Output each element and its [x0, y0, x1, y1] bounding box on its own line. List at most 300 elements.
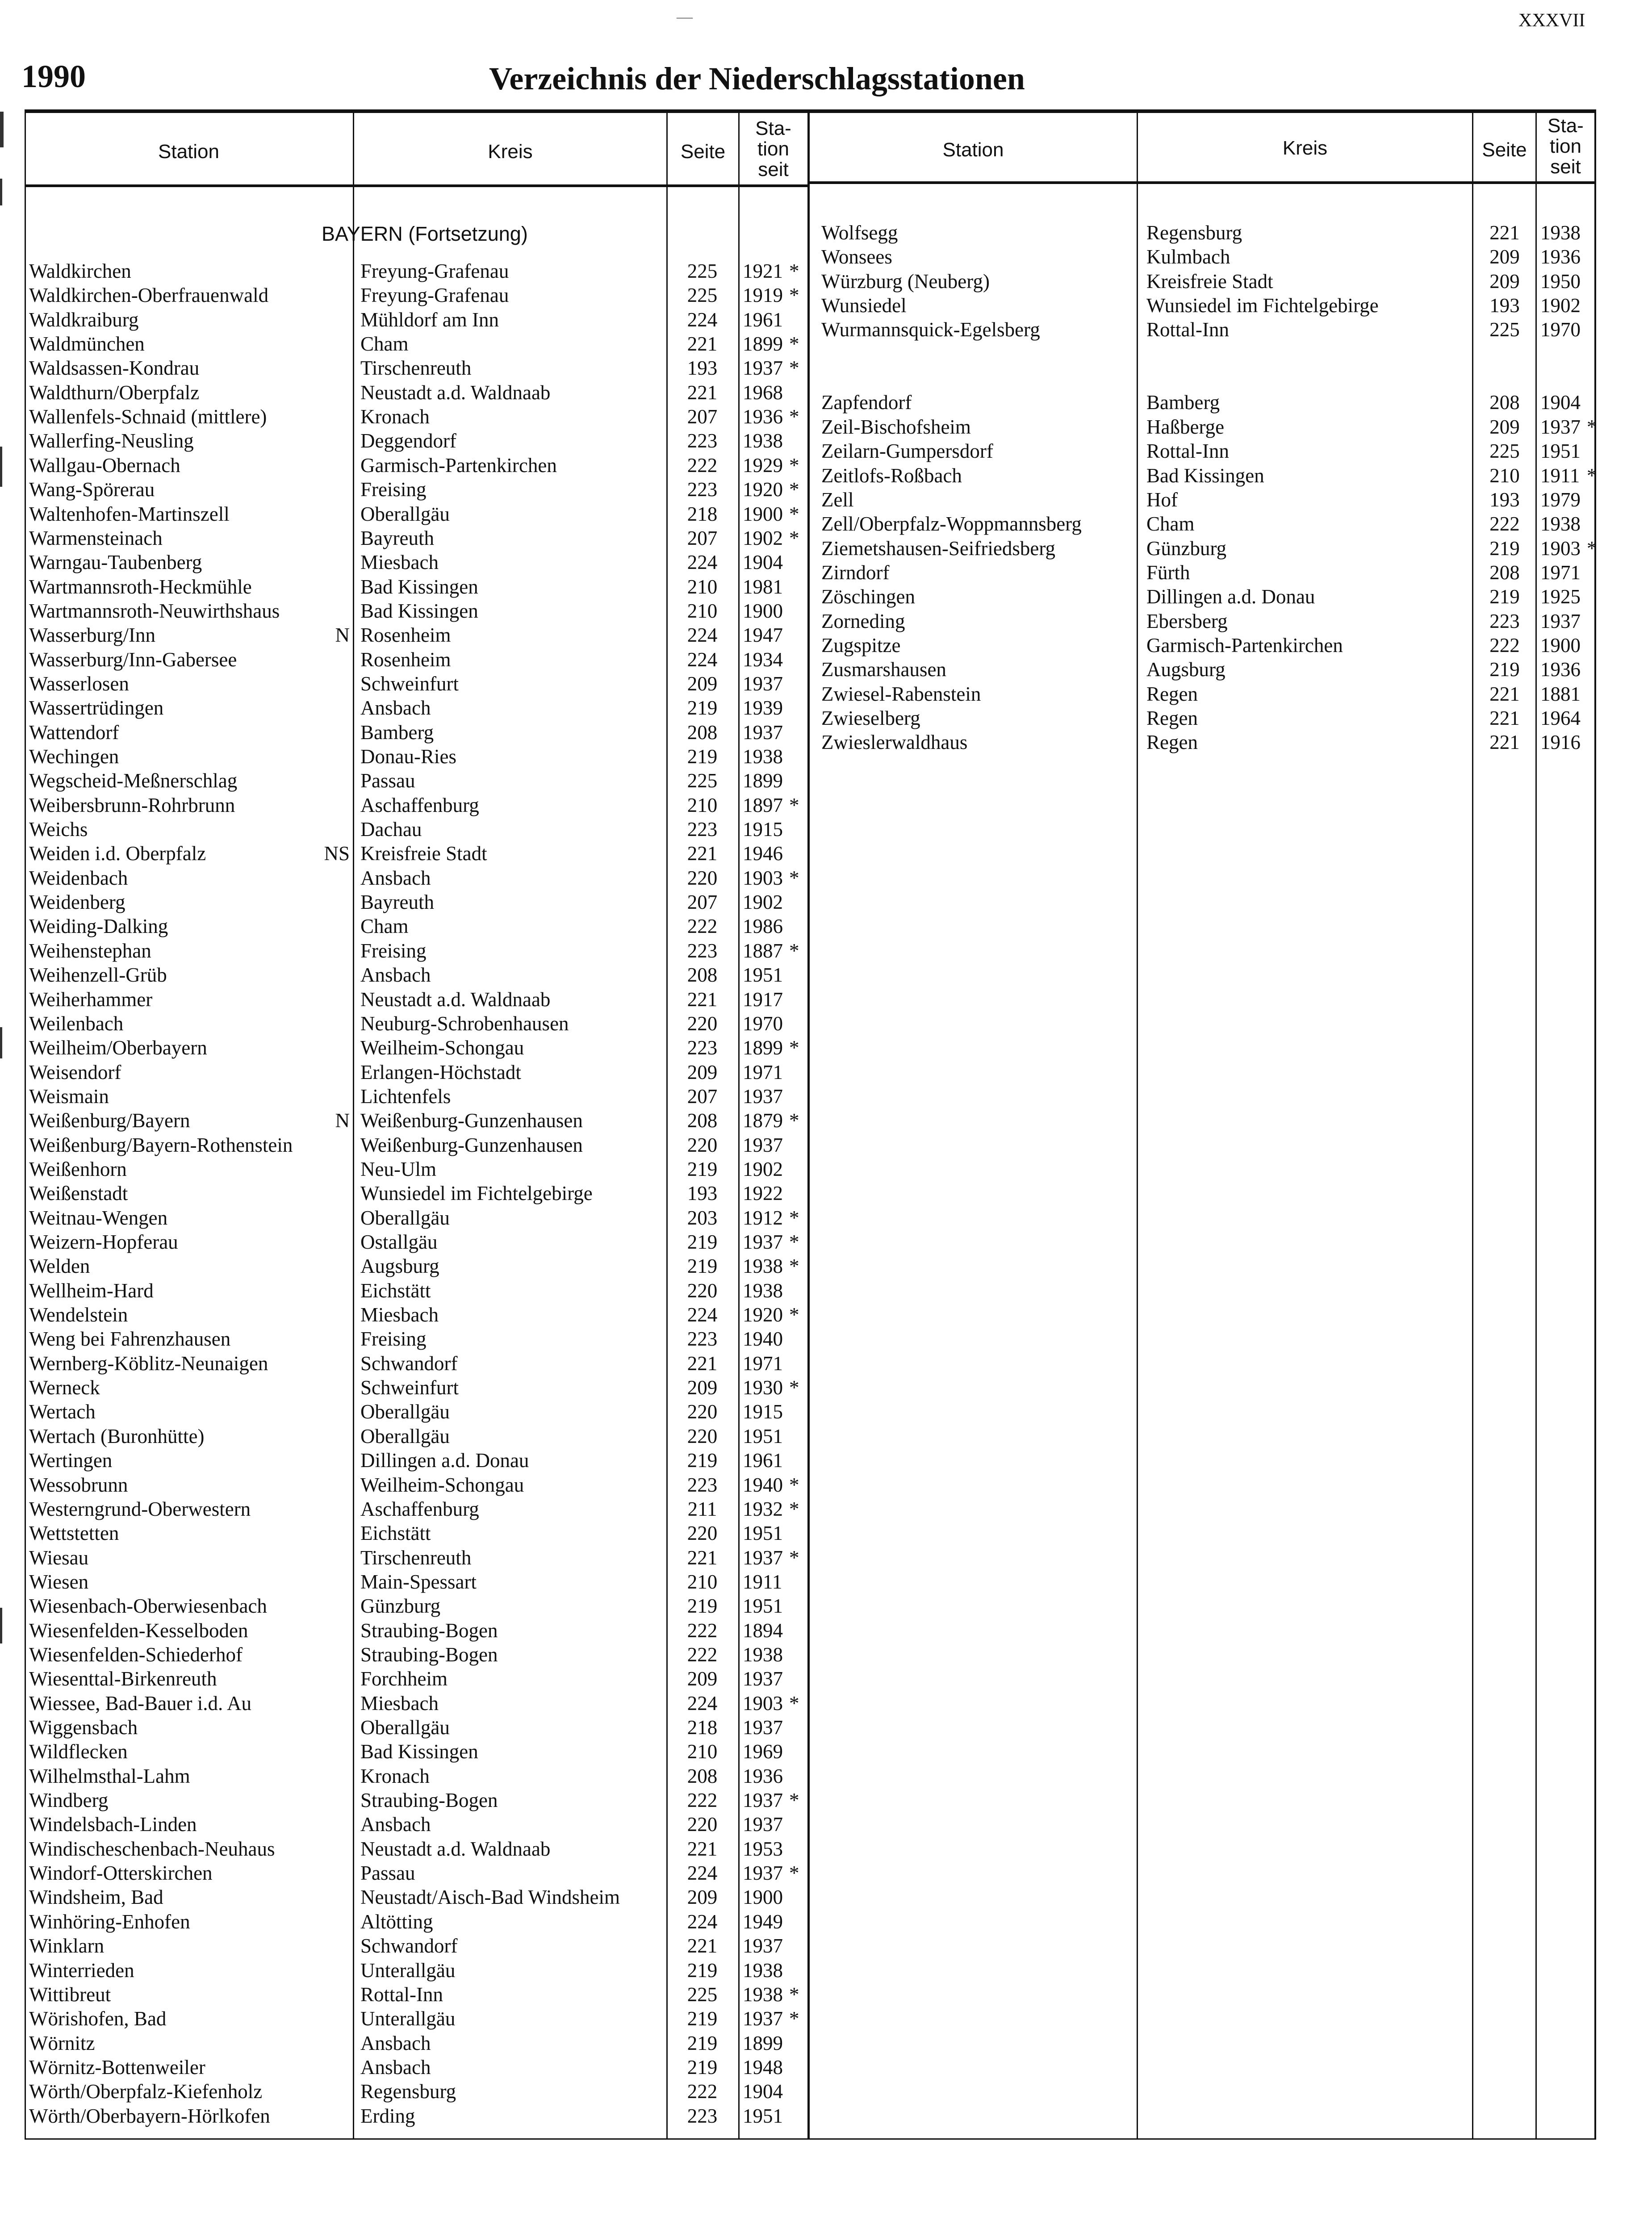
star-marker: * — [789, 1037, 799, 1059]
station-name: Wörishofen, Bad — [29, 2007, 167, 2030]
station-name: Winhöring-Enhofen — [29, 1910, 190, 1933]
seite-number: 223 — [687, 1473, 718, 1496]
table-row — [809, 706, 1594, 730]
seite-number: 220 — [687, 1813, 718, 1836]
seite-number: 210 — [687, 575, 718, 598]
star-marker: * — [789, 1109, 799, 1132]
star-marker: * — [789, 527, 799, 549]
kreis-name: Neu-Ulm — [360, 1158, 436, 1180]
station-name: Wasserburg/Inn — [29, 624, 155, 647]
station-name: Wellheim-Hard — [29, 1279, 154, 1302]
station-name: Weiden i.d. Oberpfalz — [29, 842, 206, 865]
station-name: Windischeschenbach-Neuhaus — [29, 1837, 275, 1860]
station-seit-year: 1961 — [743, 308, 783, 331]
seite-number: 218 — [687, 502, 718, 525]
table-row — [25, 1812, 809, 1836]
station-seit-year: 1939 — [743, 697, 783, 719]
kreis-name: Straubing-Bogen — [360, 1789, 498, 1812]
station-seit-year: 1971 — [743, 1061, 783, 1083]
seite-number: 220 — [687, 866, 718, 889]
left-margin-mark — [0, 112, 4, 147]
seite-number: 207 — [687, 406, 718, 428]
station-name: Zugspitze — [821, 634, 901, 657]
kreis-name: Rottal-Inn — [360, 1983, 443, 2006]
seite-number: 223 — [687, 939, 718, 962]
kreis-name: Freising — [360, 478, 427, 501]
table-row — [25, 1133, 809, 1157]
station-seit-year: 1938 — [743, 1983, 783, 2006]
kreis-name: Freyung-Grafenau — [360, 284, 509, 307]
header-seite-right: Seite — [1482, 139, 1527, 161]
station-name: Weiherhammer — [29, 988, 153, 1011]
seite-number: 209 — [1489, 270, 1520, 293]
table-row — [25, 1885, 809, 1909]
station-name: Wasserburg/Inn-Gabersee — [29, 648, 237, 671]
kreis-name: Bad Kissingen — [360, 575, 478, 598]
kreis-name: Augsburg — [360, 1255, 439, 1278]
station-name: Winklarn — [29, 1935, 105, 1957]
table-row — [25, 1327, 809, 1351]
station-name: Wasserlosen — [29, 672, 129, 695]
table-row — [809, 682, 1594, 706]
station-name: Wiesen — [29, 1570, 89, 1593]
station-name: Zell — [821, 488, 854, 511]
seite-number: 221 — [687, 1837, 718, 1860]
table-row — [809, 488, 1594, 512]
station-seit-year: 1970 — [743, 1012, 783, 1035]
seite-number: 221 — [687, 1352, 718, 1375]
star-marker: * — [789, 406, 799, 428]
station-name: Zwieslerwaldhaus — [821, 731, 968, 754]
seite-number: 223 — [687, 478, 718, 501]
seite-number: 219 — [1489, 537, 1520, 560]
kreis-name: Kreisfreie Stadt — [1146, 270, 1273, 293]
kreis-name: Ansbach — [360, 964, 431, 987]
table-row — [25, 623, 809, 647]
section-heading: BAYERN (Fortsetzung) — [322, 222, 528, 245]
station-name: Zöschingen — [821, 585, 915, 608]
seite-number: 222 — [687, 1619, 718, 1642]
seite-number: 219 — [687, 1959, 718, 1982]
station-name: Wiggensbach — [29, 1716, 138, 1739]
station-seit-year: 1969 — [743, 1740, 783, 1763]
seite-number: 219 — [687, 1158, 718, 1180]
star-marker: * — [789, 1206, 799, 1229]
table-row — [25, 2104, 809, 2128]
seite-number: 221 — [687, 333, 718, 355]
station-seit-year: 1897 — [743, 794, 783, 816]
kreis-name: Eichstätt — [360, 1522, 431, 1545]
station-name: Waldmünchen — [29, 333, 145, 355]
seite-number: 220 — [687, 1012, 718, 1035]
seite-number: 222 — [687, 2080, 718, 2103]
station-seit-year: 1936 — [1540, 658, 1581, 681]
station-seit-year: 1937 — [743, 357, 783, 380]
seite-number: 225 — [1489, 318, 1520, 341]
kreis-name: Ansbach — [360, 866, 431, 889]
kreis-name: Weilheim-Schongau — [360, 1037, 524, 1059]
station-name: Wiesenttal-Birkenreuth — [29, 1668, 217, 1690]
station-name: Weihenstephan — [29, 939, 151, 962]
kreis-name: Ansbach — [360, 1813, 431, 1836]
star-marker: * — [789, 1497, 799, 1520]
seite-number: 208 — [687, 1765, 718, 1787]
kreis-name: Cham — [360, 333, 409, 355]
station-seit-year: 1951 — [743, 964, 783, 987]
station-seit-year: 1903 — [743, 866, 783, 889]
station-name: Weibersbrunn-Rohrbrunn — [29, 794, 235, 816]
station-name: Zeilarn-Gumpersdorf — [821, 440, 993, 463]
station-seit-year: 1919 — [743, 284, 783, 307]
kreis-name: Straubing-Bogen — [360, 1619, 498, 1642]
header-kreis: Kreis — [488, 141, 533, 163]
station-seit-year: 1949 — [743, 1910, 783, 1933]
kreis-name: Freising — [360, 1328, 427, 1351]
table-row — [25, 2007, 809, 2031]
star-marker: * — [789, 2007, 799, 2030]
seite-number: 225 — [687, 1983, 718, 2006]
station-seit-year: 1920 — [743, 478, 783, 501]
seite-number: 221 — [1489, 707, 1520, 729]
station-seit-year: 1938 — [743, 1255, 783, 1278]
star-marker: * — [789, 1473, 799, 1496]
station-seit-year: 1986 — [743, 915, 783, 938]
star-marker: * — [789, 939, 799, 962]
header-seit-line: seit — [758, 159, 789, 180]
station-name: Wiesenbach-Oberwiesenbach — [29, 1595, 267, 1618]
kreis-name: Garmisch-Partenkirchen — [1146, 634, 1343, 657]
star-marker: * — [789, 794, 799, 816]
kreis-name: Weilheim-Schongau — [360, 1473, 524, 1496]
station-name: Westerngrund-Oberwestern — [29, 1497, 251, 1520]
station-seit-year: 1920 — [743, 1304, 783, 1326]
kreis-name: Lichtenfels — [360, 1085, 451, 1108]
station-seit-year: 1903 — [1540, 537, 1581, 560]
station-name: Wildflecken — [29, 1740, 128, 1763]
kreis-name: Tirschenreuth — [360, 1546, 472, 1569]
table-row — [809, 269, 1594, 293]
seite-number: 223 — [687, 430, 718, 452]
station-seit-year: 1902 — [1540, 294, 1581, 317]
station-seit-year: 1912 — [743, 1206, 783, 1229]
station-name: Waltenhofen-Martinszell — [29, 502, 230, 525]
station-seit-year: 1899 — [743, 2032, 783, 2054]
table-row — [25, 963, 809, 987]
kreis-name: Oberallgäu — [360, 1425, 450, 1447]
seite-number: 219 — [687, 1231, 718, 1253]
seite-number: 220 — [687, 1401, 718, 1423]
seite-number: 224 — [687, 648, 718, 671]
table-row — [25, 1643, 809, 1667]
station-name: Wonsees — [821, 246, 892, 268]
station-seit-year: 1937 — [743, 1862, 783, 1885]
seite-number: 225 — [687, 284, 718, 307]
table-row — [809, 730, 1594, 754]
star-marker: * — [1587, 537, 1597, 560]
station-seit-year: 1970 — [1540, 318, 1581, 341]
seite-number: 221 — [687, 1546, 718, 1569]
kreis-name: Oberallgäu — [360, 1716, 450, 1739]
table-row — [25, 939, 809, 963]
station-name: Wartmannsroth-Neuwirthshaus — [29, 599, 280, 622]
table-row — [25, 744, 809, 769]
kreis-name: Dillingen a.d. Donau — [1146, 585, 1315, 608]
station-name: Wilhelmsthal-Lahm — [29, 1765, 190, 1787]
station-name: Weißenhorn — [29, 1158, 127, 1180]
station-seit-year: 1948 — [743, 2056, 783, 2078]
station-seit-year: 1936 — [1540, 246, 1581, 268]
station-seit-year: 1937 — [743, 721, 783, 744]
station-seit-year: 1934 — [743, 648, 783, 671]
station-name: Wörth/Oberpfalz-Kiefenholz — [29, 2080, 263, 2103]
table-row — [25, 1618, 809, 1643]
table-row — [25, 1788, 809, 1812]
kreis-name: Neuburg-Schrobenhausen — [360, 1012, 569, 1035]
table-row — [25, 356, 809, 380]
header-seit-line: Sta- — [1547, 115, 1584, 137]
table-row — [809, 512, 1594, 536]
table-row — [25, 1206, 809, 1230]
seite-number: 221 — [687, 842, 718, 865]
seite-number: 223 — [1489, 610, 1520, 632]
kreis-name: Garmisch-Partenkirchen — [360, 454, 557, 477]
station-name: Warngau-Taubenberg — [29, 551, 202, 574]
table-row — [25, 1303, 809, 1327]
kreis-name: Ansbach — [360, 697, 431, 719]
kreis-name: Regen — [1146, 707, 1198, 729]
header-seit-line: tion — [1550, 135, 1581, 157]
station-name: Wunsiedel — [821, 294, 907, 317]
seite-number: 208 — [687, 1109, 718, 1132]
station-seit-year: 1951 — [1540, 440, 1581, 463]
kreis-name: Bad Kissingen — [360, 1740, 478, 1763]
kreis-name: Neustadt a.d. Waldnaab — [360, 988, 551, 1011]
station-name: Wettstetten — [29, 1522, 119, 1545]
seite-number: 210 — [687, 599, 718, 622]
seite-number: 221 — [1489, 731, 1520, 754]
page-title: Verzeichnis der Niederschlagsstationen — [489, 61, 1025, 96]
table-row — [25, 1910, 809, 1934]
kreis-name: Hof — [1146, 488, 1178, 511]
station-seit-year: 1881 — [1540, 682, 1581, 705]
station-seit-year: 1981 — [743, 575, 783, 598]
station-name: Weiding-Dalking — [29, 915, 168, 938]
station-seit-year: 1900 — [743, 502, 783, 525]
seite-number: 221 — [687, 988, 718, 1011]
kreis-name: Freising — [360, 939, 427, 962]
station-seit-year: 1937 — [743, 1813, 783, 1836]
station-seit-year: 1902 — [743, 527, 783, 549]
station-seit-year: 1887 — [743, 939, 783, 962]
seite-number: 220 — [687, 1279, 718, 1302]
station-seit-year: 1930 — [743, 1376, 783, 1399]
header-seit-line: Sta- — [755, 117, 791, 139]
table-row — [25, 429, 809, 453]
station-name: Wechingen — [29, 745, 119, 768]
station-name: Weidenbach — [29, 866, 128, 889]
station-name: Weizern-Hopferau — [29, 1231, 178, 1253]
station-name: Wiesenfelden-Schiederhof — [29, 1643, 243, 1666]
seite-number: 208 — [1489, 561, 1520, 584]
table-row — [25, 1181, 809, 1205]
header-seit-right — [1537, 116, 1594, 177]
station-seit-year: 1911 — [743, 1570, 782, 1593]
table-row — [809, 657, 1594, 682]
seite-number: 210 — [687, 794, 718, 816]
kreis-name: Kronach — [360, 406, 430, 428]
station-seit-year: 1894 — [743, 1619, 783, 1642]
table-row — [25, 502, 809, 526]
table-row — [25, 1837, 809, 1861]
seite-number: 209 — [687, 1886, 718, 1909]
station-seit-year: 1979 — [1540, 488, 1581, 511]
star-marker: * — [1587, 415, 1597, 438]
station-name: Weißenstadt — [29, 1182, 128, 1205]
kreis-name: Dachau — [360, 818, 422, 841]
kreis-name: Bad Kissingen — [1146, 464, 1264, 487]
station-seit-year: 1940 — [743, 1328, 783, 1351]
kreis-name: Main-Spessart — [360, 1570, 477, 1593]
station-name: Zwieselberg — [821, 707, 920, 729]
kreis-name: Weißenburg-Gunzenhausen — [360, 1109, 583, 1132]
station-seit-year: 1938 — [743, 430, 783, 452]
kreis-name: Unterallgäu — [360, 1959, 456, 1982]
kreis-name: Forchheim — [360, 1668, 448, 1690]
table-row — [809, 536, 1597, 560]
header-rule-left — [25, 184, 809, 187]
star-marker: * — [789, 478, 799, 501]
seite-number: 219 — [687, 2032, 718, 2054]
seite-number: 222 — [687, 1789, 718, 1812]
table-row — [25, 841, 809, 866]
station-seit-year: 1937 — [743, 1789, 783, 1812]
seite-number: 208 — [687, 721, 718, 744]
table-row — [25, 817, 809, 841]
kreis-name: Kronach — [360, 1765, 430, 1787]
station-seit-year: 1922 — [743, 1182, 783, 1205]
table-row — [25, 769, 809, 793]
seite-number: 221 — [687, 381, 718, 404]
table-row — [809, 464, 1597, 488]
table-row — [809, 415, 1597, 439]
station-name: Weilenbach — [29, 1012, 124, 1035]
station-seit-year: 1938 — [743, 1279, 783, 1302]
table-row — [809, 390, 1594, 414]
kreis-name: Miesbach — [360, 1304, 439, 1326]
station-name: Weismain — [29, 1085, 109, 1108]
seite-number: 207 — [687, 891, 718, 914]
seite-number: 209 — [687, 672, 718, 695]
kreis-name: Cham — [360, 915, 409, 938]
table-row — [25, 1740, 809, 1764]
station-name: Wörnitz — [29, 2032, 95, 2054]
table-row — [25, 477, 809, 502]
station-name: Windelsbach-Linden — [29, 1813, 197, 1836]
station-seit-year: 1938 — [743, 1959, 783, 1982]
header-seite: Seite — [680, 141, 726, 163]
table-row — [25, 648, 809, 672]
table-row — [25, 259, 809, 283]
seite-number: 203 — [687, 1206, 718, 1229]
seite-number: 207 — [687, 1085, 718, 1108]
station-seit-year: 1911 — [1540, 464, 1580, 487]
seite-number: 209 — [1489, 246, 1520, 268]
kreis-name: Schweinfurt — [360, 672, 459, 695]
station-seit-year: 1900 — [743, 1886, 783, 1909]
station-seit-year: 1961 — [743, 1449, 783, 1472]
station-name: Wörth/Oberbayern-Hörlkofen — [29, 2104, 270, 2127]
kreis-name: Miesbach — [360, 551, 439, 574]
seite-number: 224 — [687, 1910, 718, 1933]
seite-number: 222 — [687, 915, 718, 938]
station-seit-year: 1937 — [743, 1668, 783, 1690]
station-seit-year: 1937 — [743, 1546, 783, 1569]
table-row — [25, 866, 809, 890]
station-name: Ziemetshausen-Seifriedsberg — [821, 537, 1056, 560]
station-seit-year: 1902 — [743, 1158, 783, 1180]
seite-number: 225 — [1489, 440, 1520, 463]
kreis-name: Mühldorf am Inn — [360, 308, 499, 331]
table-row — [25, 1861, 809, 1885]
table-row — [25, 308, 809, 332]
seite-number: 224 — [687, 1862, 718, 1885]
station-seit-year: 1947 — [743, 624, 783, 647]
kreis-name: Bad Kissingen — [360, 599, 478, 622]
table-row — [809, 439, 1594, 463]
station-mark: N — [335, 1109, 350, 1132]
table-row — [25, 1108, 809, 1133]
header-station-right: Station — [942, 139, 1004, 161]
station-seit-year: 1900 — [743, 599, 783, 622]
station-name: Zeil-Bischofsheim — [821, 415, 971, 438]
table-row — [25, 720, 809, 744]
star-marker: * — [789, 454, 799, 477]
station-name: Wertach — [29, 1401, 96, 1423]
seite-number: 209 — [687, 1668, 718, 1690]
left-margin-mark — [0, 1608, 2, 1643]
seite-number: 221 — [687, 1935, 718, 1957]
station-seit-year: 1951 — [743, 1522, 783, 1545]
station-name: Wartmannsroth-Heckmühle — [29, 575, 252, 598]
kreis-name: Tirschenreuth — [360, 357, 472, 380]
seite-number: 221 — [1489, 682, 1520, 705]
table-row — [25, 1497, 809, 1521]
seite-number: 223 — [687, 1037, 718, 1059]
station-name: Wörnitz-Bottenweiler — [29, 2056, 205, 2078]
star-marker: * — [789, 284, 799, 307]
station-seit-year: 1938 — [1540, 513, 1581, 535]
kreis-name: Neustadt a.d. Waldnaab — [360, 1837, 551, 1860]
seite-number: 222 — [1489, 634, 1520, 657]
seite-number: 222 — [687, 454, 718, 477]
seite-number: 219 — [687, 1449, 718, 1472]
seite-number: 193 — [1489, 488, 1520, 511]
star-marker: * — [789, 357, 799, 380]
star-marker: * — [789, 260, 799, 282]
station-seit-year: 1953 — [743, 1837, 783, 1860]
station-mark: NS — [324, 842, 350, 865]
kreis-name: Wunsiedel im Fichtelgebirge — [360, 1182, 593, 1205]
station-seit-year: 1899 — [743, 333, 783, 355]
station-name: Weng bei Fahrenzhausen — [29, 1328, 231, 1351]
station-name: Zapfendorf — [821, 391, 912, 414]
seite-number: 211 — [687, 1497, 717, 1520]
station-name: Winterrieden — [29, 1959, 134, 1982]
left-margin-mark — [0, 179, 2, 205]
kreis-name: Rosenheim — [360, 624, 451, 647]
kreis-name: Aschaffenburg — [360, 794, 479, 816]
table-row — [25, 526, 809, 550]
